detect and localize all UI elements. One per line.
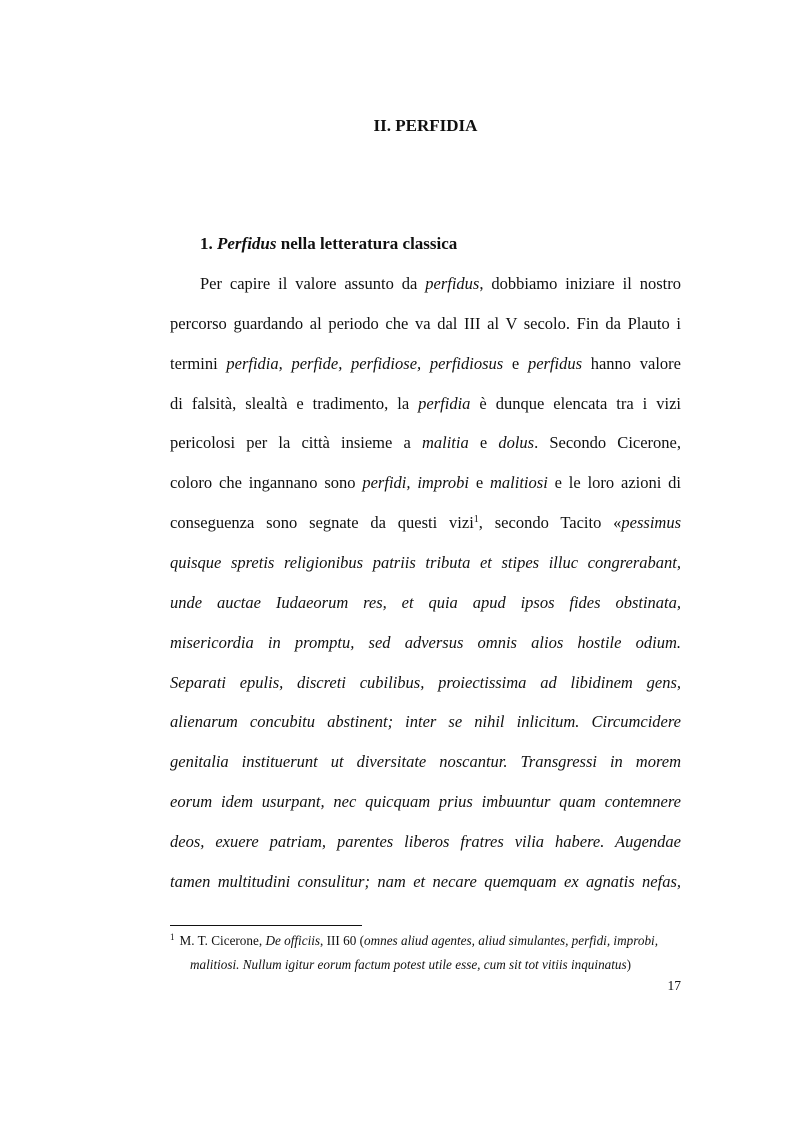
body-line <box>170 742 681 782</box>
body-line <box>170 583 681 623</box>
italic-text-run: perfidus <box>527 353 583 373</box>
italic-text-run: genitalia instituerunt ut diversitate noscantur. Transgressi in morem <box>170 752 681 772</box>
section-title-rest: nella letteratura classica <box>280 234 458 253</box>
footnote <box>170 929 681 977</box>
text-run: è dunque elencata tra i vizi <box>470 393 681 413</box>
text-run: di falsità, slealtà e tradimento, la <box>170 393 419 413</box>
text-run: termini <box>170 353 227 373</box>
body-text <box>170 264 681 902</box>
body-line <box>170 384 681 424</box>
italic-text-run: deos, exuere patriam, parentes liberos fratres vilia habere. Augendae <box>170 832 681 852</box>
body-line <box>170 782 681 822</box>
italic-text-run: misericordia in promptu, sed adversus omnis alios hostile odium. <box>170 632 681 652</box>
text-run: , secondo Tacito « <box>478 513 622 533</box>
body-line <box>170 344 681 384</box>
footnote-line <box>170 953 681 977</box>
italic-text-run: unde auctae Iudaeorum res, et quia apud ipsos fides obstinata, <box>170 592 681 612</box>
text-run: pericolosi per la città insieme a <box>170 433 422 453</box>
section-title-keyword: Perfidus <box>217 234 277 253</box>
italic-text-run: perfidi, improbi <box>362 473 469 493</box>
italic-text-run: alienarum concubitu abstinent; inter se nihil inlicitum. Circumcidere <box>170 712 681 732</box>
body-line <box>170 822 681 862</box>
text-run: conseguenza sono segnate da questi vizi <box>170 513 474 533</box>
text-run: e <box>503 353 528 373</box>
section-heading <box>200 224 457 264</box>
italic-text-run: omnes aliud agentes, aliud simulantes, perfidi, improbi, <box>363 933 659 948</box>
italic-text-run: malitia <box>421 433 469 453</box>
text-run: e <box>468 473 491 493</box>
text-run: coloro che ingannano sono <box>170 473 363 493</box>
body-line <box>170 702 681 742</box>
chapter-title: II. PERFIDIA <box>373 116 478 135</box>
body-line <box>170 304 681 344</box>
text-run: percorso guardando al periodo che va dal III al V secolo. Fin da Plauto i <box>170 313 681 333</box>
body-line <box>170 862 681 902</box>
footnote-separator <box>170 925 362 926</box>
text-run: hanno valore <box>582 353 681 373</box>
body-line <box>170 623 681 663</box>
body-line <box>170 503 681 543</box>
footnote-reference: 1 <box>473 514 479 526</box>
footnote-marker: 1 <box>170 932 175 942</box>
page-number: 17 <box>667 978 681 993</box>
italic-text-run: De officiis <box>265 933 321 948</box>
text-run: ) <box>626 957 632 972</box>
italic-text-run: quisque spretis religionibus patriis tributa et stipes illuc congrerabant, <box>170 553 681 573</box>
text-run: e le loro azioni di <box>547 473 681 493</box>
body-line <box>170 463 681 503</box>
italic-text-run: pessimus <box>621 513 682 533</box>
italic-text-run: perfidia, perfide, perfidiose, perfidiosus <box>226 353 504 373</box>
text-run: M. T. Cicerone, <box>179 933 266 948</box>
italic-text-run: perfidia <box>418 393 471 413</box>
body-line <box>170 264 681 304</box>
italic-text-run: perfidus <box>425 274 480 293</box>
italic-text-run: malitiosi <box>490 473 548 493</box>
text-run: , III 60 ( <box>320 933 364 948</box>
text-run: . Secondo Cicerone, <box>534 433 681 453</box>
italic-text-run: Separati epulis, discreti cubilibus, proiectissima ad libidinem gens, <box>170 672 681 692</box>
text-run: e <box>468 433 499 453</box>
italic-text-run: eorum idem usurpant, nec quicquam prius imbuuntur quam contemnere <box>170 792 681 812</box>
body-line <box>170 543 681 583</box>
italic-text-run: tamen multitudini consulitur; nam et necare quemquam ex agnatis nefas, <box>170 871 681 891</box>
footnote-line <box>170 929 681 953</box>
section-number: 1. <box>200 234 213 253</box>
body-line <box>170 423 681 463</box>
italic-text-run: dolus <box>498 433 535 453</box>
body-line <box>170 663 681 703</box>
italic-text-run: malitiosi. Nullum igitur eorum factum potest utile esse, cum sit tot vitiis inquinatus <box>190 957 627 972</box>
text-run: Per capire il valore assunto da <box>200 274 426 293</box>
text-run: , dobbiamo iniziare il nostro <box>479 274 681 293</box>
